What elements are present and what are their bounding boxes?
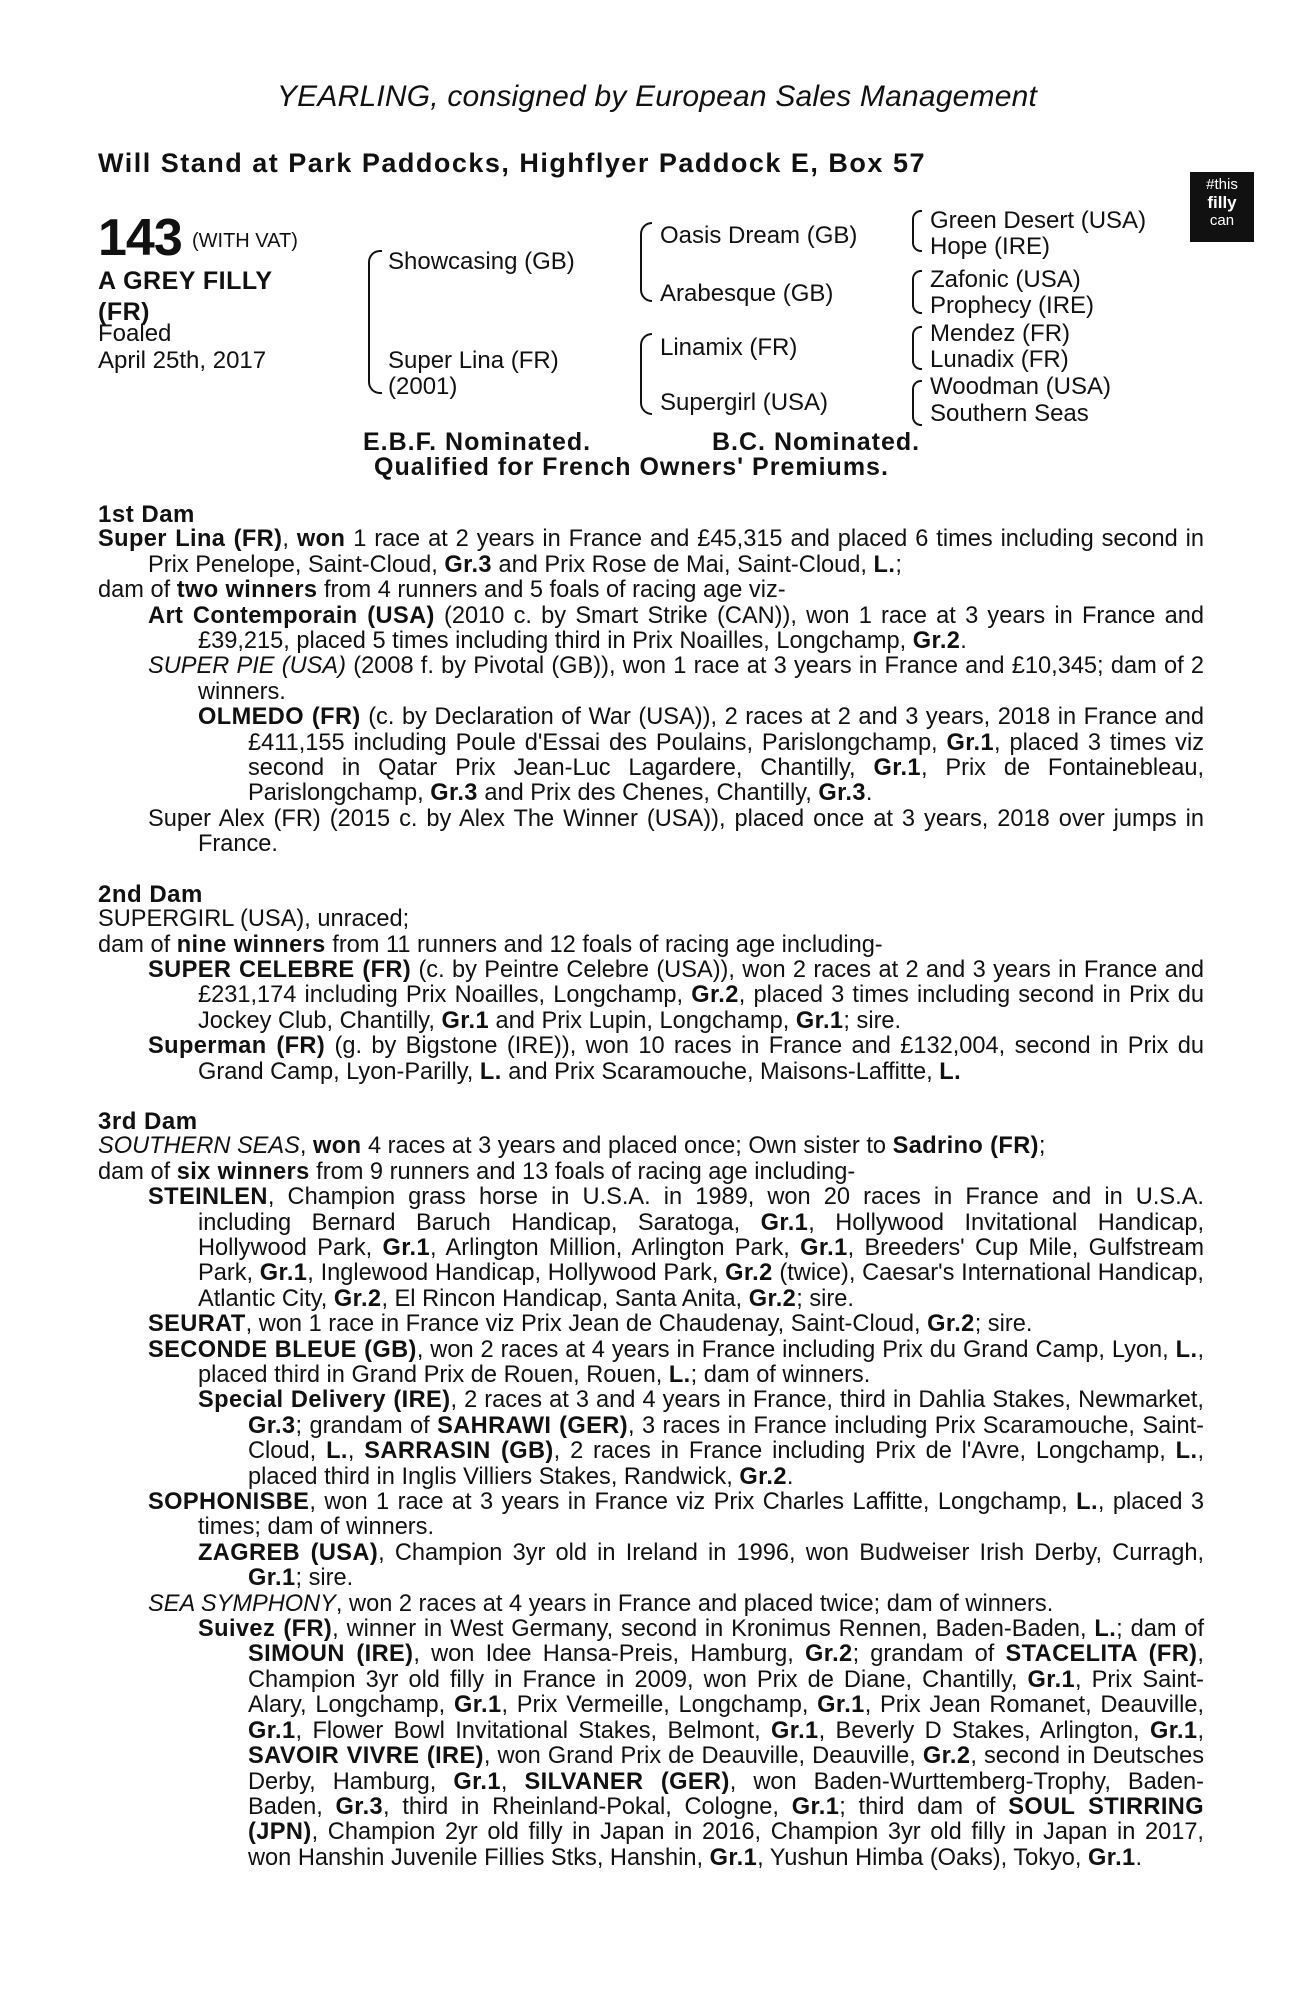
pedigree-g3-3: Zafonic (USA) [930, 266, 1081, 293]
horse-description-line-2: (FR) [98, 298, 150, 326]
pedigree-dam-sire: Linamix (FR) [660, 334, 798, 361]
pedigree-g3-6: Lunadix (FR) [930, 346, 1069, 373]
produce-sophonisbe: SOPHONISBE, won 1 race at 3 years in France viz Prix Charles Laffitte, Longchamp, L., placed 3 times; dam of winners. [148, 1489, 1204, 1541]
owners-premiums: Qualified for French Owners' Premiums. [374, 453, 889, 481]
ebf-nomination: E.B.F. Nominated. [363, 428, 592, 456]
stable-location: Will Stand at Park Paddocks, Highflyer Paddock E, Box 57 [98, 148, 926, 178]
pedigree-sire-dam: Arabesque (GB) [660, 280, 834, 307]
catalogue-body [98, 502, 1204, 1871]
produce-special-delivery: Special Delivery (IRE), 2 races at 3 and 4 years in France, third in Dahlia Stakes, Newmarket, Gr.3; grandam of SAHRAWI (GER), 3 races in France including Prix Scaramouche, Saint-Cloud, L., SARRASIN (GB), 2 races in France including Prix de l'Avre, Longchamp, L., placed third in Inglis Villiers Stakes, Randwick, Gr.2. [198, 1387, 1204, 1490]
badge-line-2: filly [1207, 193, 1237, 212]
pedigree-dam: Super Lina (FR) [388, 347, 559, 374]
horse-description [98, 266, 273, 328]
this-filly-can-logo [1190, 172, 1254, 242]
first-dam-title: 1st Dam [98, 501, 195, 528]
produce-suivez: Suivez (FR), winner in West Germany, second in Kronimus Rennen, Baden-Baden, L.; dam of SIMOUN (IRE), won Idee Hansa-Preis, Hamburg, Gr.2; grandam of STACELITA (FR), Champion 3yr old filly in France in 2009, won Prix de Diane, Chantilly, Gr.1, Prix Saint-Alary, Longchamp, Gr.1, Prix Vermeille, Longchamp, Gr.1, Prix Jean Romanet, Deauville, Gr.1, Flower Bowl Invitational Stakes, Belmont, Gr.1, Beverly D Stakes, Arlington, Gr.1, SAVOIR VIVRE (IRE), won Grand Prix de Deauville, Deauville, Gr.2, second in Deutsches Derby, Hamburg, Gr.1, SILVANER (GER), won Baden-Wurttemberg-Trophy, Baden-Baden, Gr.3, third in Rheinland-Pokal, Cologne, Gr.1; third dam of SOUL STIRRING (JPN), Champion 2yr old filly in Japan in 2016, Champion 3yr old filly in Japan in 2017, won Hanshin Juvenile Fillies Stks, Hanshin, Gr.1, Yushun Himba (Oaks), Tokyo, Gr.1. [198, 1616, 1205, 1871]
pedigree-g3-1: Green Desert (USA) [930, 207, 1147, 234]
second-dam-text: SUPERGIRL (USA), unraced; [98, 906, 410, 933]
lot-number: 143 [98, 209, 182, 267]
produce-art-contemporain: Art Contemporain (USA) (2010 c. by Smart Strike (CAN)), won 1 race at 3 years in France and £39,215, placed 5 times including third in Prix Noailles, Longchamp, Gr.2. [148, 602, 1204, 655]
pedigree-g3-5: Mendez (FR) [930, 320, 1071, 347]
produce-seurat: SEURAT, won 1 race in France viz Prix Jean de Chaudenay, Saint-Cloud, Gr.2; sire. [148, 1311, 1033, 1338]
foaled-date: April 25th, 2017 [98, 347, 267, 374]
third-dam-text: SOUTHERN SEAS, won 4 races at 3 years and placed once; Own sister to Sadrino (FR); [98, 1133, 1046, 1160]
pedigree-dam-dam: Supergirl (USA) [660, 389, 829, 416]
pedigree-g3-8: Southern Seas [930, 400, 1089, 427]
produce-super-celebre: SUPER CELEBRE (FR) (c. by Peintre Celebre (USA)), won 2 races at 2 and 3 years in France and £231,174 including Prix Noailles, Longchamp, Gr.2, placed 3 times including second in Prix du Jockey Club, Chantilly, Gr.1 and Prix Lupin, Longchamp, Gr.1; sire. [148, 956, 1204, 1034]
produce-super-pie: SUPER PIE (USA) (2008 f. by Pivotal (GB)), won 1 race at 3 years in France and £10,345; dam of 2 winners. [148, 653, 1204, 705]
pedigree-dam-year: (2001) [388, 373, 458, 400]
first-dam-produce-summary: dam of two winners from 4 runners and 5 foals of racing age viz- [98, 577, 786, 604]
produce-sea-symphony: SEA SYMPHONY, won 2 races at 4 years in France and placed twice; dam of winners. [148, 1590, 1054, 1617]
pedigree-g3-7: Woodman (USA) [930, 373, 1111, 400]
pedigree-sire-sire: Oasis Dream (GB) [660, 222, 858, 249]
produce-steinlen: STEINLEN, Champion grass horse in U.S.A. in 1989, won 20 races in France and in U.S.A. including Bernard Baruch Handicap, Saratoga, Gr.1, Hollywood Invitational Handicap, Hollywood Park, Gr.1, Arlington Million, Arlington Park, Gr.1, Breeders' Cup Mile, Gulfstream Park, Gr.1, Inglewood Handicap, Hollywood Park, Gr.2 (twice), Caesar's International Handicap, Atlantic City, Gr.2, El Rincon Handicap, Santa Anita, Gr.2; sire. [148, 1184, 1205, 1312]
pedigree-sire: Showcasing (GB) [388, 248, 575, 275]
second-dam-produce-summary: dam of nine winners from 11 runners and 12 foals of racing age including- [98, 931, 883, 958]
vat-label: (WITH VAT) [192, 230, 298, 252]
pedigree-brace-dam [640, 333, 652, 415]
pedigree-brace-sire [640, 222, 652, 302]
produce-zagreb: ZAGREB (USA), Champion 3yr old in Ireland in 1996, won Budweiser Irish Derby, Curragh, Gr.1; sire. [198, 1539, 1204, 1592]
third-dam-produce-summary: dam of six winners from 9 runners and 13 foals of racing age including- [98, 1158, 856, 1185]
pedigree-g3-4: Prophecy (IRE) [930, 292, 1095, 319]
foaled-info [98, 320, 266, 374]
pedigree-brace-g3-1 [912, 210, 922, 252]
horse-description-line-1: A GREY FILLY [98, 267, 273, 295]
bc-nomination: B.C. Nominated. [712, 428, 921, 456]
third-dam-title: 3rd Dam [98, 1107, 198, 1135]
second-dam-title: 2nd Dam [98, 880, 203, 908]
pedigree-brace-g3-4 [912, 380, 922, 426]
pedigree-g3-2: Hope (IRE) [930, 233, 1051, 260]
produce-olmedo: OLMEDO (FR) (c. by Declaration of War (USA)), 2 races at 2 and 3 years, 2018 in France and £411,155 including Poule d'Essai des Poulains, Parislongchamp, Gr.1, placed 3 times viz second in Qatar Prix Jean-Luc Lagardere, Chantilly, Gr.1, Prix de Fontainebleau, Parislongchamp, Gr.3 and Prix des Chenes, Chantilly, Gr.3. [198, 704, 1205, 807]
consignor-line: YEARLING, consigned by European Sales Management [276, 80, 1038, 113]
badge-line-1: #this [1206, 176, 1238, 193]
badge-line-3: can [1209, 212, 1235, 229]
pedigree-brace-g3-2 [912, 270, 922, 314]
first-dam-text: Super Lina (FR), won 1 race at 2 years in France and £45,315 and placed 6 times including second in Prix Penelope, Saint-Cloud, Gr.3 and Prix Rose de Mai, Saint-Cloud, L.; [98, 526, 1204, 578]
pedigree-brace-g3-3 [912, 326, 922, 370]
produce-superman: Superman (FR) (g. by Bigstone (IRE)), won 10 races in France and £132,004, second in Prix du Grand Camp, Lyon-Parilly, L. and Prix Scaramouche, Maisons-Laffitte, L. [148, 1033, 1204, 1085]
produce-seconde-bleue: SECONDE BLEUE (GB), won 2 races at 4 years in France including Prix du Grand Camp, Lyon, L., placed third in Grand Prix de Rouen, Rouen, L.; dam of winners. [148, 1336, 1204, 1388]
produce-super-alex: Super Alex (FR) (2015 c. by Alex The Winner (USA)), placed once at 3 years, 2018 over jumps in France. [148, 805, 1204, 858]
foaled-label: Foaled [98, 320, 172, 347]
pedigree-brace-main [368, 250, 382, 394]
